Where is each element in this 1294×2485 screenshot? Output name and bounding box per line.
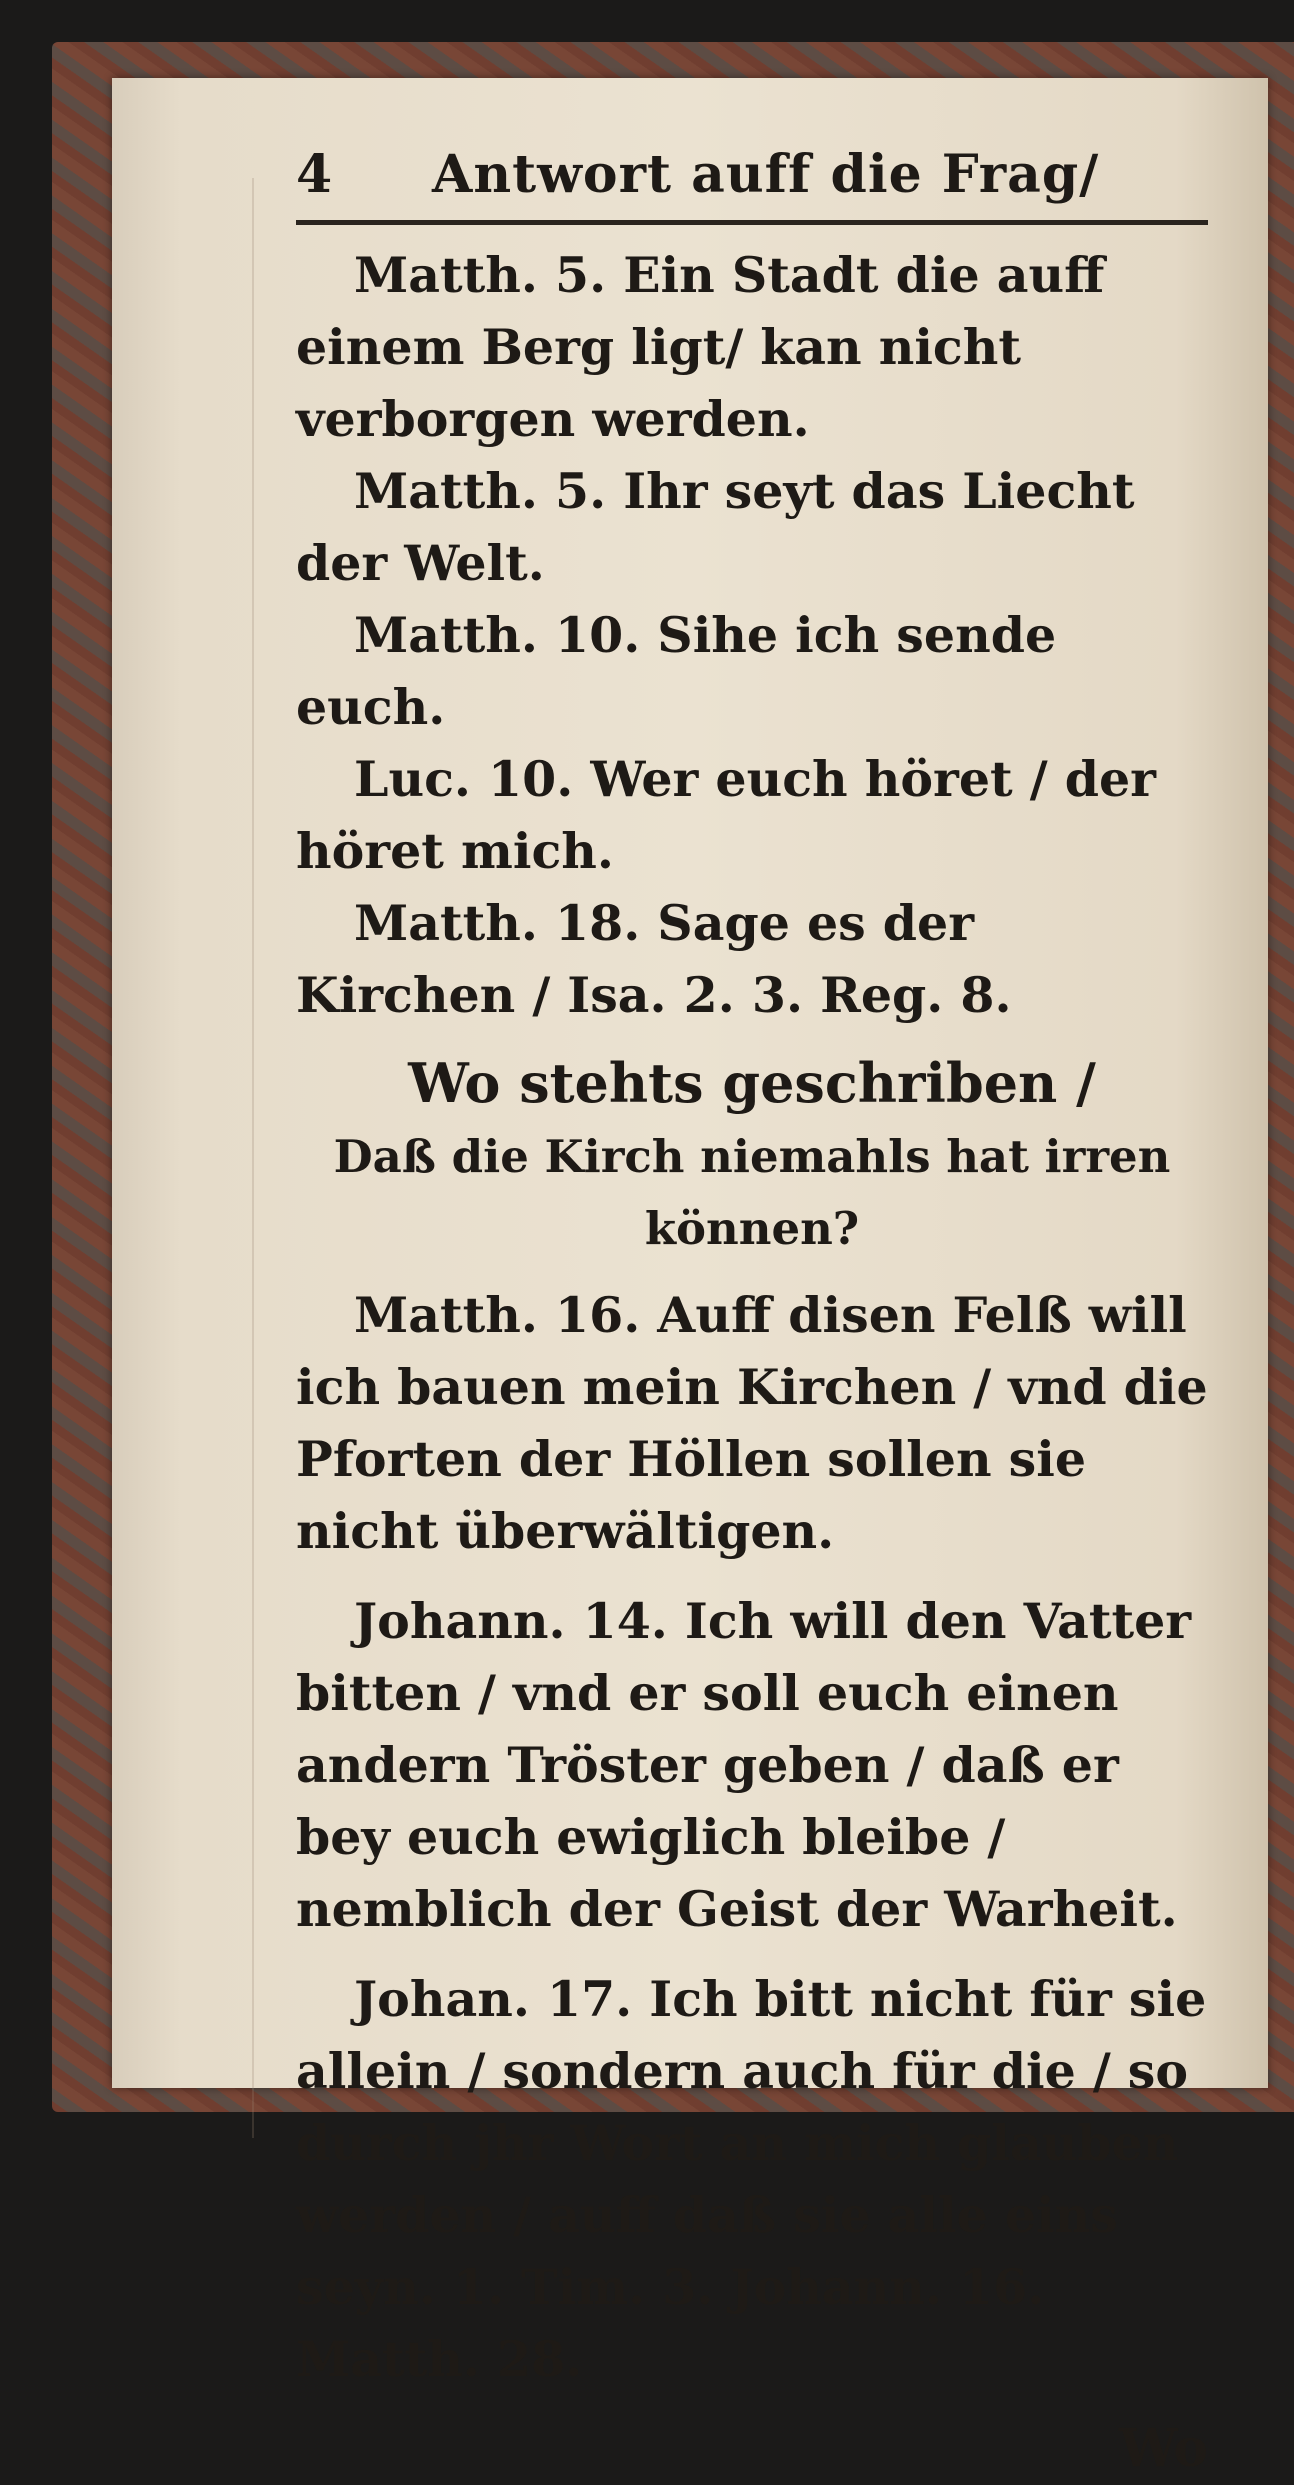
verse-paragraph: Johann. 14. Ich will den Vatter bitten / vnd er soll euch einen andern Tröster geben / daß er bey euch ewiglich bleibe / nemblich der Geist der Warheit. [296, 1592, 1192, 1938]
page-text [296, 140, 1208, 2485]
page-header [296, 140, 1208, 216]
section-heading: Wo stehts geschriben / [408, 1051, 1096, 1115]
page-fold-line [252, 178, 254, 2138]
verse-paragraph: Matth. 5. Ein Stadt die auff einem Berg ligt/ kan nicht verborgen werden. [296, 246, 1105, 448]
header-rule [296, 220, 1208, 225]
section-subheading: Daß die Kirch niemahls hat irren können? [333, 1130, 1171, 1255]
verse-paragraph: Johan. 17. Ich bitt nicht für sie allein / sondern auch für die / so durch jhr Wort an mich glauben werden / auff daß sie alle eins seyn. 1. Tim. 3. Johann. 16. Matth. 28. [296, 1970, 1207, 2388]
verse-paragraph: Matth. 16. Auff disen Felß will ich bauen mein Kirchen / vnd die Pforten der Höllen sollen sie nicht überwältigen. [296, 1286, 1208, 1560]
running-title: Antwort auff die Frag/ [432, 144, 1100, 205]
page-number: 4 [296, 144, 334, 205]
verse-paragraph: Matth. 5. Ihr seyt das Liecht der Welt. [296, 462, 1135, 592]
verse-paragraph: Matth. 10. Sihe ich sende euch. [296, 606, 1057, 736]
verse-paragraph: Luc. 10. Wer euch höret / der höret mich. [296, 750, 1156, 880]
verse-paragraph: Matth. 18. Sage es der Kirchen / Isa. 2. 3. Reg. 8. [296, 894, 1012, 1024]
catchword: Wo [1119, 2418, 1208, 2479]
